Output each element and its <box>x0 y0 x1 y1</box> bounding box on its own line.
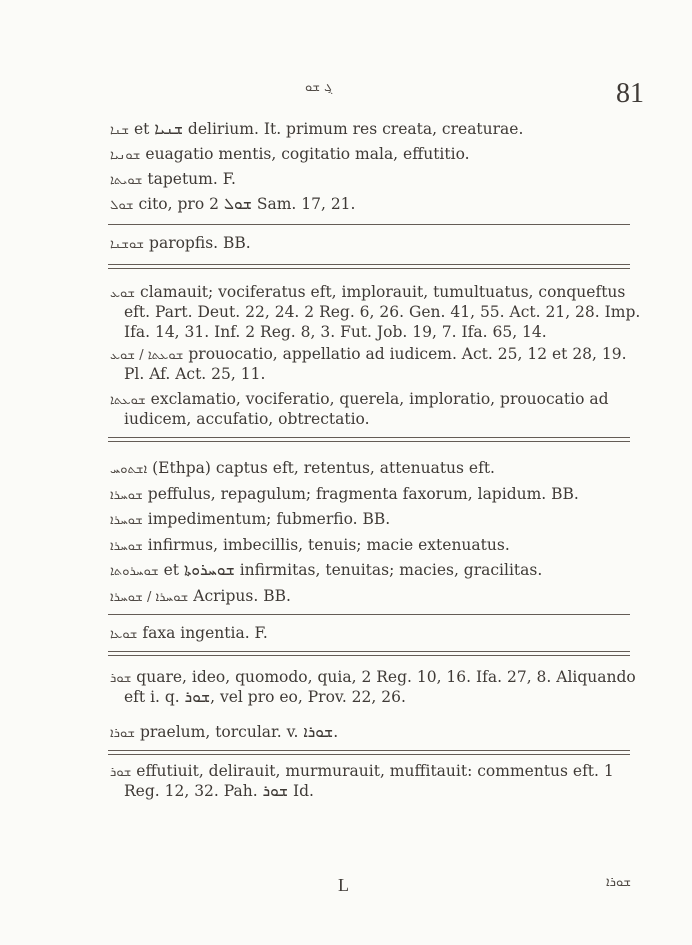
section-divider <box>108 651 630 652</box>
entry-definition: faxa ingentia. F. <box>142 624 268 642</box>
dictionary-entry-7 <box>110 344 630 366</box>
dictionary-entry-14 <box>110 586 630 608</box>
dictionary-entry-5 <box>110 233 630 255</box>
entry-definition: paropfis. BB. <box>149 234 251 252</box>
entry-headword: ܫܘܚܪܐ <box>110 539 143 554</box>
entry-continuation <box>124 687 630 707</box>
dictionary-entry-1 <box>110 119 630 141</box>
entry-headword: ܫܘܫܢܐ <box>110 237 145 252</box>
section-divider <box>108 224 630 225</box>
catchword-syriac: ܫܘܪܐ <box>606 875 632 890</box>
dictionary-entry-15 <box>110 623 630 645</box>
entry-definition-line-2: eft i. q. ܫܘܪ, vel pro eo, Prov. 22, 26. <box>124 688 406 706</box>
entry-definition-line-2: iudicem, accufatio, obtrectatio. <box>124 410 370 428</box>
entry-definition-line-1: effutiuit, delirauit, murmurauit, muffitauit: commentus eft. 1 <box>136 762 614 780</box>
entry-definition-line-1: clamauit; vociferatus eft, implorauit, tumultuatus, conqueftus <box>140 283 626 301</box>
entry-definition-line-3: Ifa. 14, 31. Inf. 2 Reg. 8, 3. Fut. Job. 19, 7. Ifa. 65, 14. <box>124 323 547 341</box>
entry-definition: et ܫܘܚܪܘܬܐ infirmitas, tenuitas; macies, gracilitas. <box>163 561 543 579</box>
entry-headword: ܫܘܚܪܘܬܐ <box>110 564 159 579</box>
entry-headword: ܫܘܢܝܐ <box>110 148 141 163</box>
entry-headword: ܫܘܚܪܐ <box>110 488 143 503</box>
entry-definition-line-2: eft. Part. Deut. 22, 24. 2 Reg. 6, 26. Gen. 41, 55. Act. 21, 28. Imp. <box>124 303 641 321</box>
dictionary-entry-9 <box>110 458 630 480</box>
entry-headword: ܫܘܥܐ <box>110 627 138 642</box>
section-divider <box>108 750 630 751</box>
entry-continuation <box>124 322 630 342</box>
entry-definition-line-1: quare, ideo, quomodo, quia, 2 Reg. 10, 16. Ifa. 27, 8. Aliquando <box>136 668 636 686</box>
entry-headword: ܫܘܚܪܐ / ܫܘܚܪܐ <box>110 590 189 605</box>
section-divider <box>108 437 630 438</box>
entry-headword: ܫܘܪ <box>110 671 132 686</box>
page-number: 81 <box>616 78 644 109</box>
entry-headword: ܫܘܝܬܐ <box>110 173 143 188</box>
entry-headword: ܫܘܥ <box>110 286 136 301</box>
signature-mark: L <box>338 875 349 895</box>
dictionary-entry-8 <box>110 389 630 411</box>
entry-headword: ܫܢܐ <box>110 123 130 138</box>
dictionary-entry-18 <box>110 761 630 783</box>
entry-headword: ܫܘܪܐ <box>110 726 136 741</box>
dictionary-entry-10 <box>110 484 630 506</box>
entry-continuation <box>124 364 630 384</box>
dictionary-entry-2 <box>110 144 630 166</box>
entry-definition: infirmus, imbecillis, tenuis; macie extenuatus. <box>147 536 510 554</box>
entry-definition: et ܫܢܝܐ delirium. It. primum res creata, creaturae. <box>133 120 524 138</box>
dictionary-entry-17 <box>110 722 630 744</box>
dictionary-entry-11 <box>110 509 630 531</box>
entry-definition: impedimentum; fubmerfio. BB. <box>147 510 391 528</box>
section-divider <box>108 264 630 265</box>
catchword <box>606 875 631 890</box>
entry-definition: peffulus, repagulum; fragmenta faxorum, lapidum. BB. <box>147 485 579 503</box>
entry-headword: ܫܘܚܪܐ <box>110 513 143 528</box>
dictionary-entry-3 <box>110 169 630 191</box>
entry-definition: (Ethpa) captus eft, retentus, attenuatus eft. <box>152 459 495 477</box>
entry-continuation <box>124 409 630 429</box>
entry-definition-line-2: Reg. 12, 32. Pah. ܫܘܪ Id. <box>124 782 314 800</box>
section-divider <box>108 614 630 615</box>
dictionary-entry-16 <box>110 667 636 689</box>
entry-continuation <box>124 302 641 322</box>
entry-definition: praelum, torcular. v. ܫܘܪܐ. <box>139 723 339 741</box>
entry-headword: ܐܫܬܘܚ <box>110 462 148 477</box>
entry-headword: ܫܘܠ <box>110 198 134 213</box>
syriac-running-head: ܓ݂ ܫܘ <box>305 80 333 95</box>
dictionary-entry-4 <box>110 194 630 216</box>
entry-definition: tapetum. F. <box>147 170 236 188</box>
entry-headword: ܫܘܥܬܐ <box>110 393 146 408</box>
dictionary-entry-6 <box>110 282 630 304</box>
entry-headword: ܫܘܥܬܐ / ܫܘܥ <box>110 348 184 363</box>
entry-definition-line-1: prouocatio, appellatio ad iudicem. Act. 25, 12 et 28, 19. <box>188 345 627 363</box>
entry-definition: cito, pro ܫܘܠ 2 Sam. 17, 21. <box>138 195 356 213</box>
entry-definition: euagatio mentis, cogitatio mala, effutitio. <box>145 145 470 163</box>
entry-continuation <box>124 781 630 801</box>
dictionary-entry-13 <box>110 560 630 582</box>
entry-definition: Acripus. BB. <box>193 587 291 605</box>
running-head <box>305 79 395 101</box>
entry-definition-line-1: exclamatio, vociferatio, querela, imploratio, prouocatio ad <box>150 390 609 408</box>
dictionary-entry-12 <box>110 535 630 557</box>
entry-definition-line-2: Pl. Af. Act. 25, 11. <box>124 365 266 383</box>
entry-headword: ܫܘܪ <box>110 765 132 780</box>
